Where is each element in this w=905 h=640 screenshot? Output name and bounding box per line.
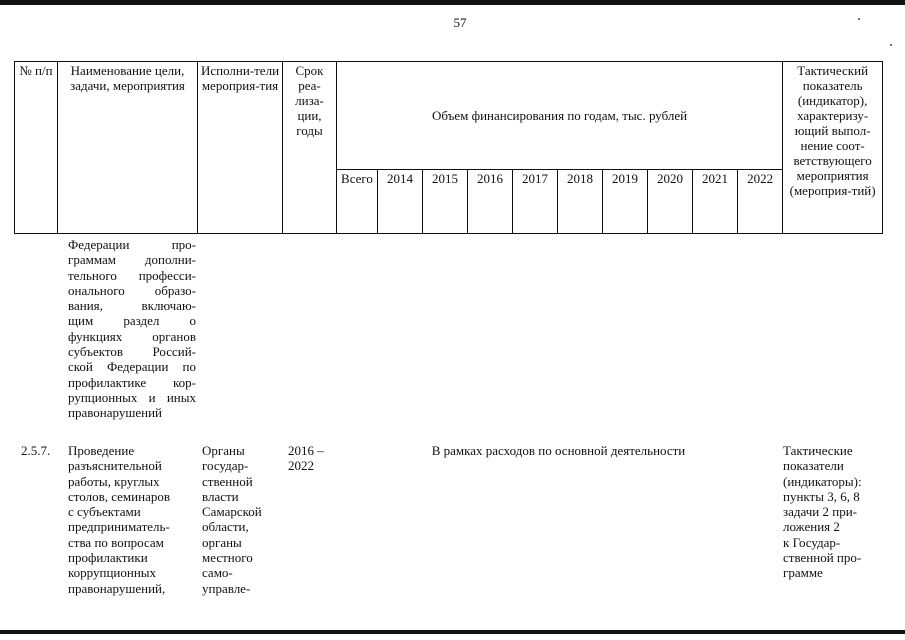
line: Самарской [202, 504, 262, 520]
line: тельного професси- [68, 267, 196, 283]
line: грамме [783, 565, 823, 581]
line: ственной [202, 473, 253, 489]
row-number: 2.5.7. [21, 443, 51, 458]
header-year: 2015 [423, 169, 468, 234]
line: работы, круглых [68, 473, 160, 489]
line: органы [202, 534, 242, 550]
line: власти [202, 488, 239, 504]
header-indicator: Тактический показатель (индикатор), характеризу-ющий выпол-нение соот-ветствующего мероприятия (мероприя-тий) [783, 62, 883, 234]
header-year: 2018 [558, 169, 603, 234]
line: столов, семинаров [68, 488, 170, 504]
line: области, [202, 519, 249, 535]
line: профилактике кор- [68, 374, 196, 390]
line: управле- [202, 580, 251, 596]
row-term [288, 443, 338, 474]
line: коррупционных [68, 565, 157, 581]
header-funding: Объем финансирования по годам, тыс. рублей [337, 62, 783, 170]
line: задачи 2 при- [783, 504, 858, 520]
line: онального образо- [68, 282, 196, 298]
header-year: 2014 [378, 169, 423, 234]
line: функциях органов [68, 328, 196, 344]
line: вания, включаю- [68, 298, 196, 314]
line: государ- [202, 458, 249, 474]
line: Тактические [783, 443, 853, 458]
row-executors [202, 443, 282, 596]
line: разъяснительной [68, 458, 162, 474]
line: ской Федерации по [68, 359, 196, 375]
line: Федерации про- [68, 237, 196, 252]
header-year: 2016 [468, 169, 513, 234]
line: местного [202, 550, 253, 566]
line: ства по вопросам [68, 534, 164, 550]
line: (индикаторы): [783, 473, 862, 489]
line: правонарушений [68, 405, 162, 421]
header-year: 2020 [648, 169, 693, 234]
line: Органы [202, 443, 245, 458]
bottom-border [0, 630, 905, 634]
header-name: Наименование цели, задачи, мероприятия [58, 62, 198, 234]
line: субъектов Россий- [68, 344, 196, 360]
line: ложения 2 [783, 519, 840, 535]
header-year: 2021 [693, 169, 738, 234]
header-year: 2017 [513, 169, 558, 234]
line: щим раздел о [68, 313, 196, 329]
header-total: Всего [337, 169, 378, 234]
line: профилактики [68, 550, 148, 566]
line: к Государ- [783, 534, 841, 550]
line: Проведение [68, 443, 135, 458]
line: правонарушений, [68, 580, 166, 596]
line: с субъектами [68, 504, 141, 520]
header-year: 2022 [738, 169, 783, 234]
header-term: Срок реа-лиза-ции, годы [283, 62, 337, 234]
line: показатели [783, 458, 844, 474]
speck [890, 44, 892, 46]
line: ственной про- [783, 550, 862, 566]
page-number: 57 [453, 15, 467, 30]
line: рупционных и иных [68, 389, 196, 405]
line: граммам дополни- [68, 252, 196, 268]
header-num: № п/п [15, 62, 58, 234]
line: пункты 3, 6, 8 [783, 488, 860, 504]
row-name [68, 443, 196, 596]
continued-row-text [68, 237, 196, 421]
header-year: 2019 [603, 169, 648, 234]
row-indicator [783, 443, 882, 581]
header-executors: Исполни-тели мероприя-тия [198, 62, 283, 234]
row-funding: В рамках расходов по основной деятельности [431, 443, 686, 458]
line: 2022 [288, 458, 314, 474]
top-border [0, 0, 905, 5]
speck [858, 18, 860, 20]
line: само- [202, 565, 233, 581]
header-table [14, 61, 883, 234]
line: предприниматель- [68, 519, 170, 535]
line: 2016 – [288, 443, 324, 458]
